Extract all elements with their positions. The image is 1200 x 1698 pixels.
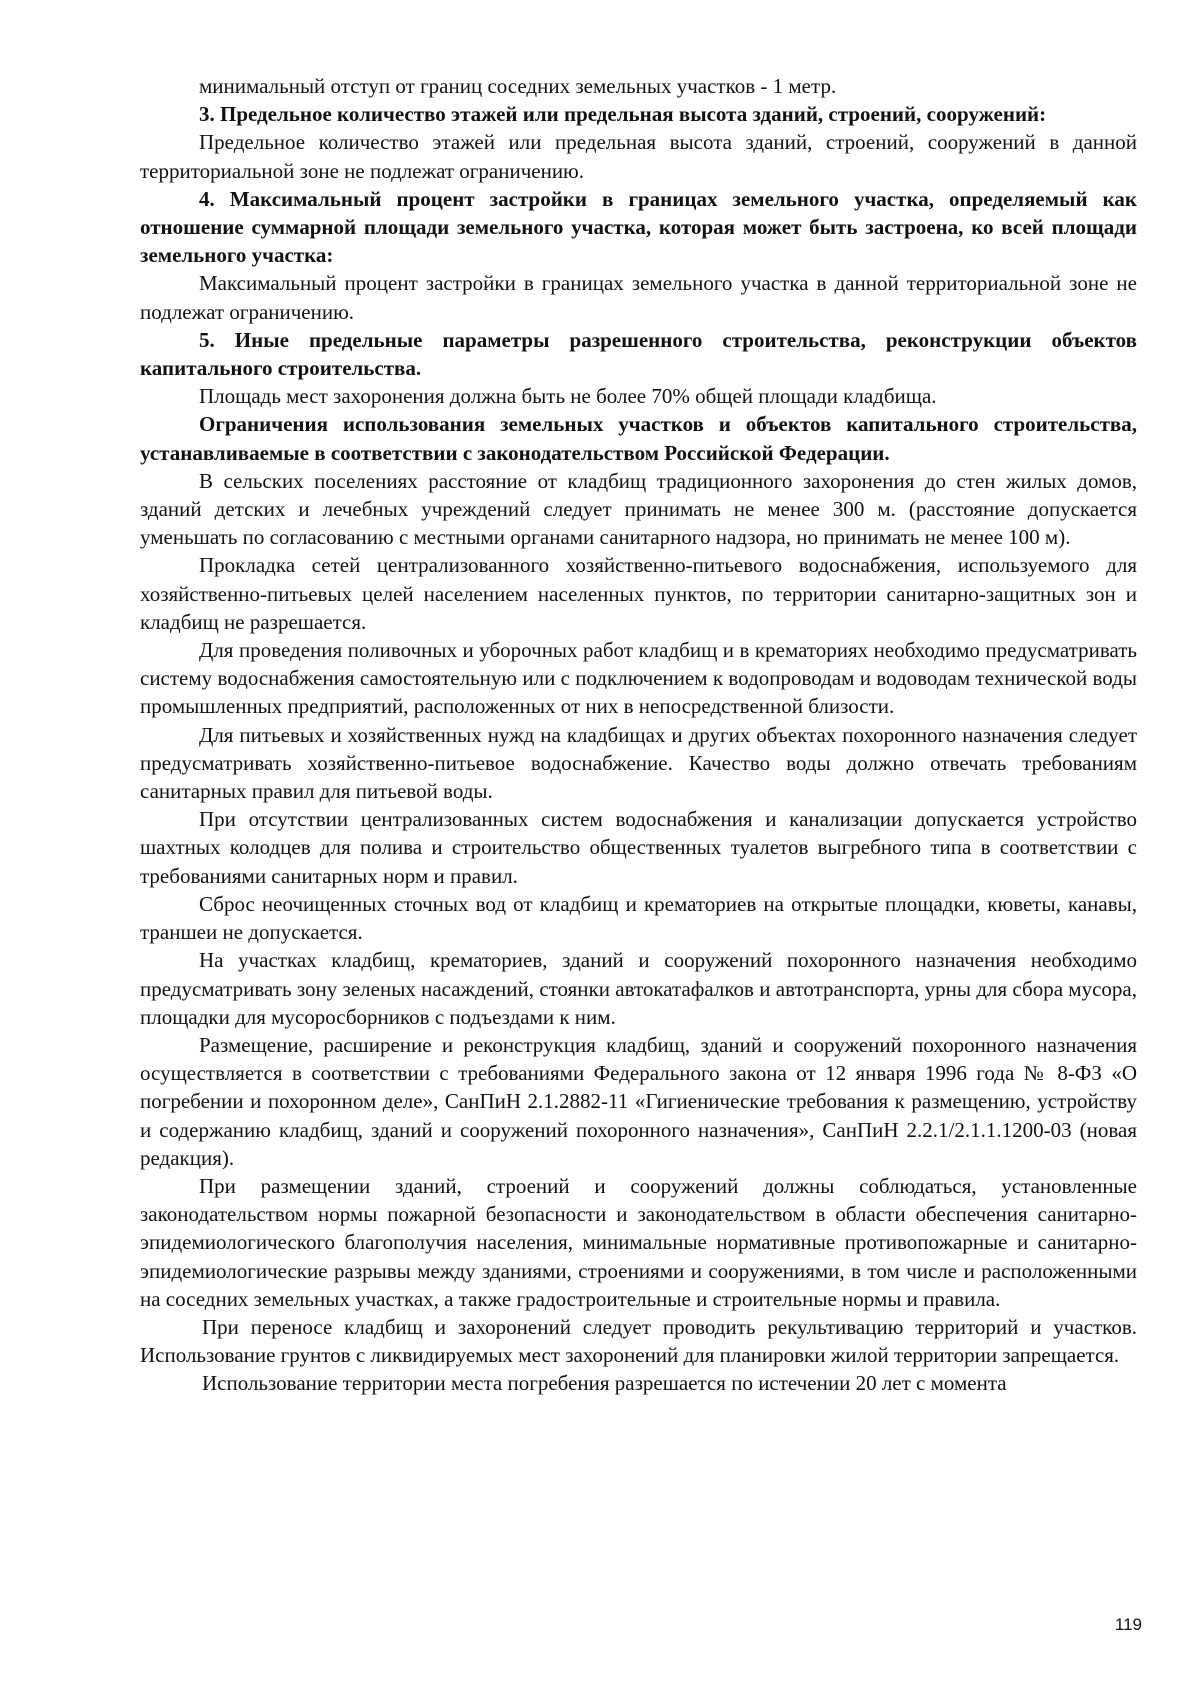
heading-5-other-params: 5. Иные предельные параметры разрешенного строительства, реконструкции объектов капитального строительства. xyxy=(140,327,1137,381)
heading-4-build-percent: 4. Максимальный процент застройки в границах земельного участка, определяемый как отношение суммарной площади земельного участка, которая может быть застроена, ко всей площади земельного участка: xyxy=(140,186,1137,268)
paragraph-rural-distance: В сельских поселениях расстояние от кладбищ традиционного захоронения до стен жилых домов, зданий детских и лечебных учреждений следует принимать не менее 300 м. (расстояние допускается уменьшать по согласованию с местными органами санитарного надзора, но принимать не менее 100 м). xyxy=(140,468,1137,550)
document-body xyxy=(140,72,1137,1398)
heading-3-floors-height: 3. Предельное количество этажей или предельная высота зданий, строений, сооружений: xyxy=(199,102,1047,127)
heading-restrictions: Ограничения использования земельных участков и объектов капитального строительства, устанавливаемые в соответствии с законодательством Российской Федерации. xyxy=(140,412,1137,465)
paragraph-water-networks: Прокладка сетей централизованного хозяйственно-питьевого водоснабжения, используемого для хозяйственно-питьевых целей населением населенных пунктов, по территории санитарно-защитных зон и кладбищ не разрешается. xyxy=(140,553,1137,634)
paragraph-watering-works: Для проведения поливочных и уборочных работ кладбищ и в крематориях необходимо предусматривать систему водоснабжения самостоятельную или с подключением к водопроводам и водоводам технической воды промышленных предприятий, расположенных от них в непосредственной близости. xyxy=(140,638,1137,719)
page-number: 119 xyxy=(1114,1615,1142,1634)
paragraph-build-percent: Максимальный процент застройки в границах земельного участка в данной территориальной зоне не подлежат ограничению. xyxy=(140,271,1137,324)
paragraph-setback: минимальный отступ от границ соседних земельных участков - 1 метр. xyxy=(199,74,837,98)
paragraph-floors-height: Предельное количество этажей или предельная высота зданий, строений, сооружений в данной территориальной зоне не подлежат ограничению. xyxy=(140,130,1137,183)
paragraph-relocation: При переносе кладбищ и захоронений следует проводить рекультивацию территорий и участков. Использование грунтов с ликвидируемых мест захоронений для планировки жилой территории запрещается. xyxy=(140,1314,1137,1368)
paragraph-drinking-water: Для питьевых и хозяйственных нужд на кладбищах и других объектах похоронного назначения следует предусматривать хозяйственно-питьевое водоснабжение. Качество воды должно отвечать требованиям санитарных правил для питьевой воды. xyxy=(140,722,1137,804)
paragraph-burial-area: Площадь мест захоронения должна быть не более 70% общей площади кладбища. xyxy=(199,384,937,409)
paragraph-fire-safety: При размещении зданий, строений и сооружений должны соблюдаться, установленные законодательством нормы пожарной безопасности и законодательством в области обеспечения санитарно-эпидемиологического благополучия населения, минимальные нормативные противопожарные и санитарно-эпидемиологические разрывы между зданиями, строениями и сооружениями, в том числе и расположенными на соседних земельных участках, а также градостроительные и строительные нормы и правила. xyxy=(140,1173,1137,1311)
paragraph-reuse-territory: Использование территории места погребения разрешается по истечении 20 лет с момента xyxy=(202,1371,1007,1396)
paragraph-wastewater: Сброс неочищенных сточных вод от кладбищ и крематориев на открытые площадки, кюветы, канавы, траншеи не допускается. xyxy=(140,891,1137,945)
paragraph-wells-toilets: При отсутствии централизованных систем водоснабжения и канализации допускается устройство шахтных колодцев для полива и строительство общественных туалетов выгребного типа в соответствии с требованиями санитарных норм и правил. xyxy=(140,807,1137,888)
paragraph-green-zone: На участках кладбищ, крематориев, зданий и сооружений похоронного назначения необходимо предусматривать зону зеленых насаждений, стоянки автокатафалков и автотранспорта, урны для сбора мусора, площадки для мусоросборников с подъездами к ним. xyxy=(140,948,1137,1029)
paragraph-placement-law: Размещение, расширение и реконструкция кладбищ, зданий и сооружений похоронного назначения осуществляется в соответствии с требованиями Федерального закона от 12 января 1996 года № 8-ФЗ «О погребении и похоронном деле», СанПиН 2.1.2882-11 «Гигиенические требования к размещению, устройству и содержанию кладбищ, зданий и сооружений похоронного назначения», СанПиН 2.2.1/2.1.1.1200-03 (новая редакция). xyxy=(140,1032,1137,1170)
